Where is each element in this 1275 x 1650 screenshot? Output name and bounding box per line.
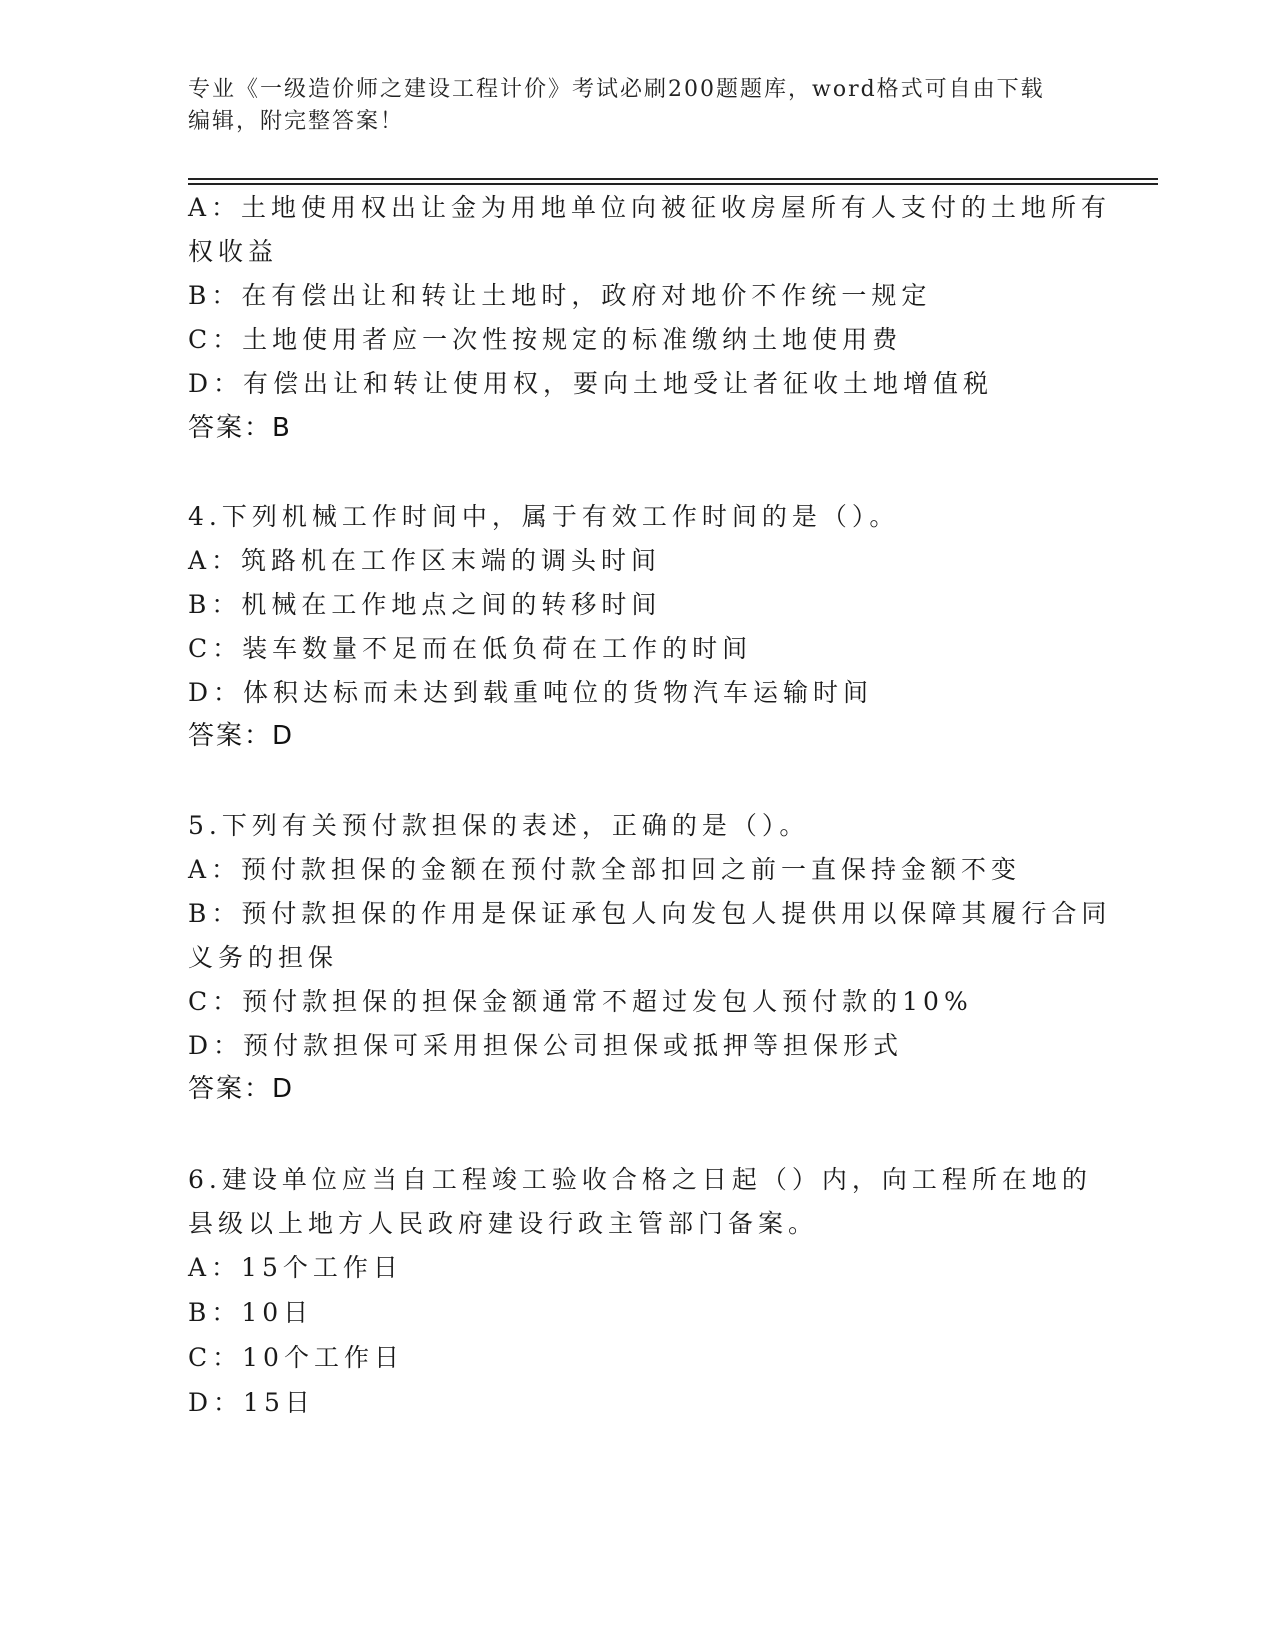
- q5-option-c: C：预付款担保的担保金额通常不超过发包人预付款的10%: [188, 987, 973, 1016]
- q4-option-b: B：机械在工作地点之间的转移时间: [188, 590, 662, 619]
- q6-option-b: B：10日: [188, 1298, 314, 1327]
- q5-option-b-line-2: 义务的担保: [188, 943, 339, 972]
- header-rule-top: [188, 178, 1158, 180]
- header-line-1: 专业《一级造价师之建设工程计价》考试必刷200题题库，word格式可自由下载: [188, 77, 1045, 102]
- q3-option-b: B：在有偿出让和转让土地时，政府对地价不作统一规定: [188, 281, 932, 310]
- q3-option-c: C：土地使用者应一次性按规定的标准缴纳土地使用费: [188, 325, 903, 354]
- q3-option-d: D：有偿出让和转让使用权，要向土地受让者征收土地增值税: [188, 369, 994, 398]
- q6-option-d: D：15日: [188, 1388, 315, 1417]
- q4-option-d: D：体积达标而未达到载重吨位的货物汽车运输时间: [188, 678, 874, 707]
- q6-option-c: C：10个工作日: [188, 1343, 404, 1372]
- q4-stem: 4.下列机械工作时间中，属于有效工作时间的是（）。: [188, 502, 900, 531]
- q5-option-a: A：预付款担保的金额在预付款全部扣回之前一直保持金额不变: [188, 855, 1022, 884]
- q4-option-a: A：筑路机在工作区末端的调头时间: [188, 546, 662, 575]
- document-header: [188, 74, 1088, 138]
- q4-answer: 答案：D: [188, 721, 295, 751]
- q6-stem-line-2: 县级以上地方人民政府建设行政主管部门备案。: [188, 1209, 819, 1238]
- q5-option-d: D：预付款担保可采用担保公司担保或抵押等担保形式: [188, 1031, 904, 1060]
- q3-option-a-line-1: A：土地使用权出让金为用地单位向被征收房屋所有人支付的土地所有: [188, 193, 1112, 222]
- q6-stem-line-1: 6.建设单位应当自工程竣工验收合格之日起（）内，向工程所在地的: [188, 1165, 1092, 1194]
- q3-answer: 答案：B: [188, 413, 292, 443]
- q5-answer: 答案：D: [188, 1074, 295, 1104]
- header-line-2: 编辑，附完整答案！: [188, 109, 405, 134]
- q5-stem: 5.下列有关预付款担保的表述，正确的是（）。: [188, 811, 810, 840]
- q5-option-b-line-1: B：预付款担保的作用是保证承包人向发包人提供用以保障其履行合同: [188, 899, 1112, 928]
- q3-option-a-line-2: 权收益: [188, 237, 279, 266]
- q6-option-a: A：15个工作日: [188, 1253, 403, 1282]
- q4-option-c: C：装车数量不足而在低负荷在工作的时间: [188, 634, 753, 663]
